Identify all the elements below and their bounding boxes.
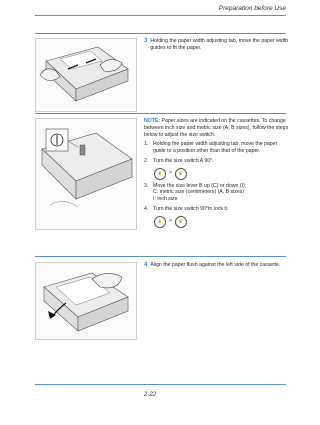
lock-icon: 🔒 <box>175 216 187 228</box>
note-label: NOTE: <box>144 118 161 124</box>
footer-rule <box>35 384 286 385</box>
metric-size-line: C: metric size (centimeters) (A, B sizes) <box>153 189 245 196</box>
illustration-align-paper <box>35 262 137 340</box>
lock-icon: 🔒 <box>154 168 166 180</box>
section-divider <box>35 256 286 257</box>
list-item: 2. Turn the size switch A 90°. <box>144 157 214 164</box>
step-text: Align the paper flush against the left side of the cassette. <box>150 262 281 268</box>
running-header: Preparation before Use <box>218 5 286 12</box>
section-divider <box>35 33 286 34</box>
switch-lock-indicator: 🔓 > 🔒 <box>154 216 290 228</box>
step-number: 4 <box>144 262 148 268</box>
list-item: 4. Turn the size switch 90°to lock it. <box>144 205 229 212</box>
switch-unlock-indicator: 🔒 > 🔓 <box>154 168 290 180</box>
list-item: 1. Holding the paper width adjusting tab, move the paper guide to a position other than that of the paper. <box>144 141 278 154</box>
section-divider <box>35 113 286 114</box>
step-number: 3 <box>144 38 148 44</box>
illustration-paper-width-guides <box>35 38 137 112</box>
step-4 <box>144 262 290 270</box>
inch-size-line: I: inch size <box>153 196 178 202</box>
header-rule <box>35 15 286 16</box>
unlock-icon: 🔓 <box>154 216 166 228</box>
note-intro: Paper sizes are indicated on the cassettes. To change between inch size and metric size (A, B sizes), follow the steps below to adjust the size switch. <box>144 118 289 138</box>
unlock-icon: 🔓 <box>175 168 187 180</box>
page-number: 2-22 <box>143 392 156 398</box>
illustration-size-switch <box>35 118 137 230</box>
step-text: Holding the paper width adjusting tab, move the paper width guides to fit the paper. <box>150 38 289 51</box>
step-3 <box>144 38 290 52</box>
note-block <box>144 118 290 228</box>
list-item: 3. Move the size lever B up (C) or down (I). <box>144 182 247 189</box>
